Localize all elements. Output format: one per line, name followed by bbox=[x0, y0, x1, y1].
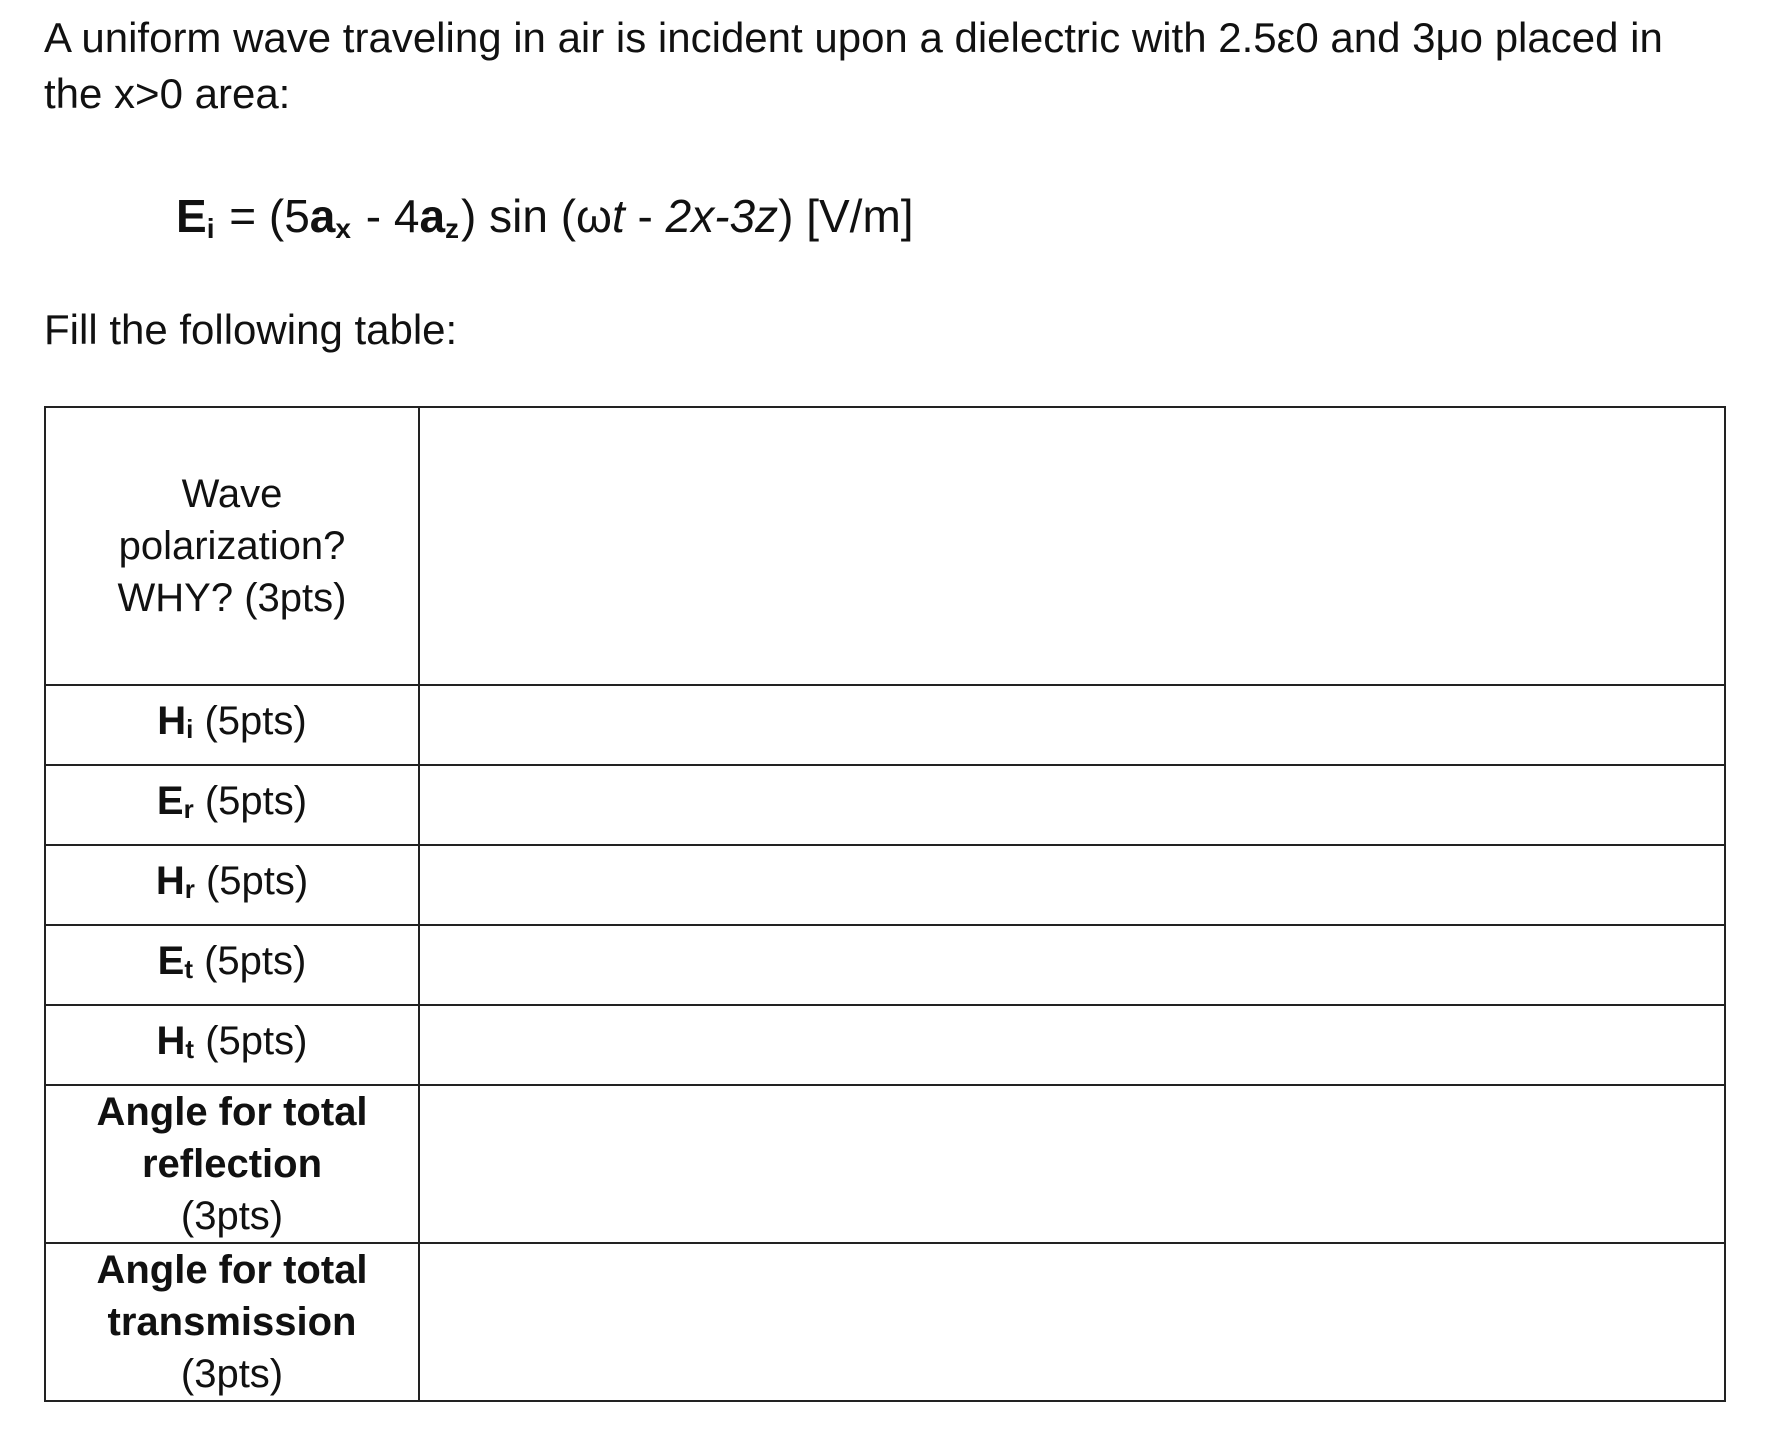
answer-cell-total-transmission[interactable] bbox=[419, 1243, 1725, 1401]
label-line: Wave bbox=[181, 472, 283, 516]
eq-lhs-symbol: E bbox=[176, 190, 207, 242]
label-line: WHY? (3pts) bbox=[117, 576, 347, 620]
eq-mid: - 4 bbox=[352, 190, 420, 242]
label-symbol: H bbox=[155, 859, 185, 903]
row-label-total-transmission bbox=[45, 1243, 419, 1401]
row-label-er bbox=[45, 765, 419, 845]
row-label-ht bbox=[45, 1005, 419, 1085]
label-pts: (5pts) bbox=[194, 859, 309, 903]
label-sub: r bbox=[183, 794, 194, 824]
label-pts: (5pts) bbox=[194, 1019, 308, 1063]
table-row bbox=[45, 845, 1725, 925]
label-line: Angle for total bbox=[96, 1248, 368, 1292]
table-row bbox=[45, 1243, 1725, 1401]
label-line: Angle for total bbox=[96, 1090, 368, 1134]
eq-minus: - bbox=[624, 190, 666, 242]
table-row bbox=[45, 407, 1725, 685]
label-line: polarization? bbox=[118, 524, 346, 568]
table-row bbox=[45, 1085, 1725, 1243]
eq-arg: 2x-3z bbox=[665, 190, 779, 242]
label-pts: (5pts) bbox=[193, 779, 308, 823]
label-pts: (5pts) bbox=[193, 939, 307, 983]
eq-vec2-sub: z bbox=[445, 213, 460, 244]
eq-lhs-sub: i bbox=[206, 213, 215, 244]
table-row bbox=[45, 925, 1725, 1005]
answer-cell-et[interactable] bbox=[419, 925, 1725, 1005]
label-line: transmission bbox=[107, 1300, 357, 1344]
row-label-total-reflection bbox=[45, 1085, 419, 1243]
answer-cell-polarization[interactable] bbox=[419, 407, 1725, 685]
eq-after-paren: ) sin (ω bbox=[461, 190, 612, 242]
eq-units: ) [V/m] bbox=[778, 190, 914, 242]
row-label-polarization bbox=[45, 407, 419, 685]
label-symbol: E bbox=[156, 779, 184, 823]
intro-line-1: A uniform wave traveling in air is incident upon a dielectric with 2.5ε0 and 3μo placed in bbox=[44, 14, 1663, 61]
answer-cell-hr[interactable] bbox=[419, 845, 1725, 925]
label-symbol: E bbox=[157, 939, 185, 983]
label-sub: r bbox=[184, 874, 195, 904]
eq-vec2: a bbox=[419, 190, 446, 242]
label-symbol: H bbox=[157, 699, 187, 743]
eq-vec1: a bbox=[309, 190, 336, 242]
eq-t: t bbox=[611, 190, 625, 242]
row-label-hi bbox=[45, 685, 419, 765]
answer-cell-total-reflection[interactable] bbox=[419, 1085, 1725, 1243]
eq-equals: = (5 bbox=[216, 190, 310, 242]
row-label-et bbox=[45, 925, 419, 1005]
incident-field-equation bbox=[176, 188, 914, 257]
problem-statement bbox=[44, 10, 1744, 122]
label-sub: t bbox=[185, 1034, 195, 1064]
label-sub: t bbox=[184, 954, 193, 984]
eq-vec1-sub: x bbox=[335, 213, 351, 244]
label-sub: i bbox=[186, 714, 194, 744]
answer-cell-ht[interactable] bbox=[419, 1005, 1725, 1085]
fill-instruction: Fill the following table: bbox=[44, 306, 458, 353]
label-line: (3pts) bbox=[180, 1352, 284, 1396]
label-symbol: H bbox=[156, 1019, 186, 1063]
answer-cell-hi[interactable] bbox=[419, 685, 1725, 765]
label-line: reflection bbox=[141, 1142, 323, 1186]
row-label-hr bbox=[45, 845, 419, 925]
intro-line-2: the x>0 area: bbox=[44, 70, 291, 117]
label-pts: (5pts) bbox=[193, 699, 307, 743]
label-line: (3pts) bbox=[180, 1194, 284, 1238]
table-row bbox=[45, 1005, 1725, 1085]
table-row bbox=[45, 765, 1725, 845]
answer-cell-er[interactable] bbox=[419, 765, 1725, 845]
answer-table bbox=[44, 406, 1726, 1402]
table-row bbox=[45, 685, 1725, 765]
